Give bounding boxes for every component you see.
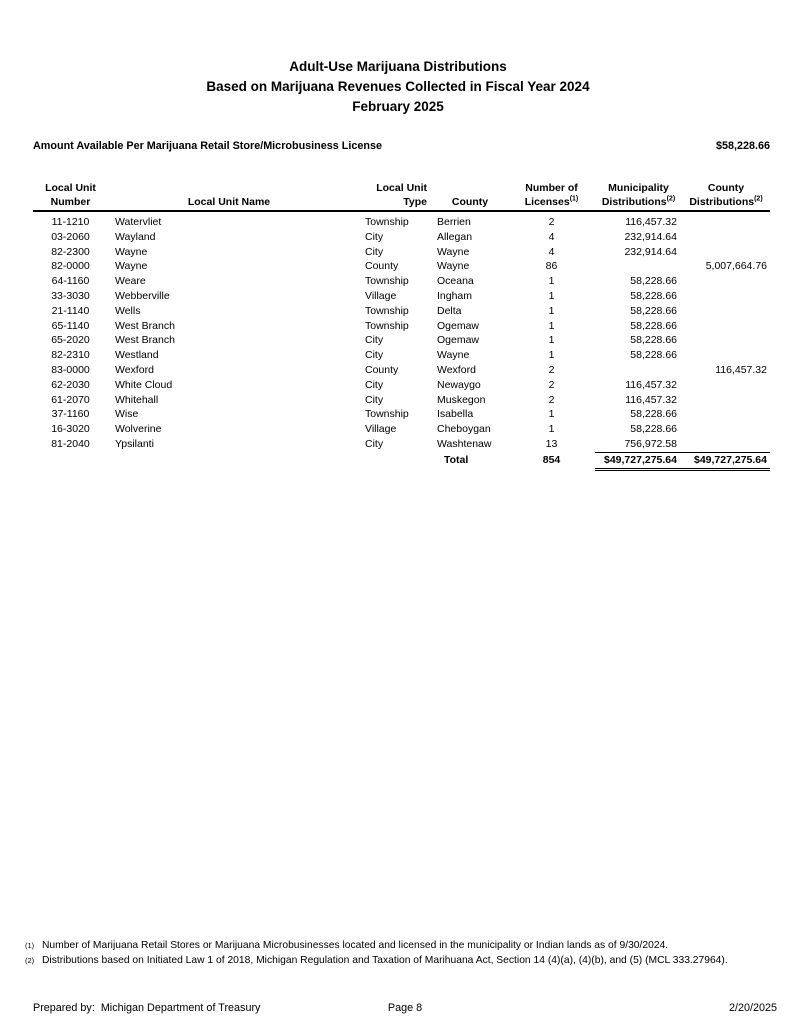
cell-local-unit-name: Wexford	[115, 363, 154, 376]
footer-prepared-by: Prepared by: Michigan Department of Treasury	[33, 1002, 261, 1014]
cell-local-unit-name: Wolverine	[115, 423, 162, 436]
cell-local-unit-name: West Branch	[115, 319, 175, 332]
cell-local-unit-number: 64-1160	[51, 275, 90, 288]
cell-municipality-distribution: 58,228.66	[630, 275, 677, 288]
cell-county: Wexford	[437, 363, 476, 376]
cell-county-distribution	[682, 348, 770, 363]
cell-local-unit-type: City	[365, 245, 384, 258]
footnote-1	[25, 939, 728, 954]
cell-county-distribution	[682, 230, 770, 245]
total-empty-cell	[108, 452, 350, 469]
cell-county: Newaygo	[437, 378, 481, 391]
cell-county: Muskegon	[437, 393, 486, 406]
cell-number-of-licenses: 2	[548, 393, 555, 406]
cell-local-unit-number: 65-2020	[51, 334, 90, 347]
report-title-line1: Adult-Use Marijuana Distributions	[289, 59, 507, 74]
table-header-row-2	[33, 195, 770, 211]
cell-local-unit-type: Township	[365, 319, 409, 332]
cell-number-of-licenses: 86	[545, 260, 558, 273]
footer-date: 2/20/2025	[728, 1002, 777, 1014]
table-body	[33, 211, 770, 452]
header-licenses	[508, 195, 595, 211]
page-footer	[33, 1001, 777, 1015]
cell-local-unit-type: County	[365, 260, 399, 273]
cell-municipality-distribution: 58,228.66	[630, 304, 677, 317]
header-local-unit-type-line1: Local Unit	[376, 182, 427, 194]
table-row	[33, 259, 770, 274]
table-row	[33, 407, 770, 422]
report-title	[0, 0, 796, 117]
cell-number-of-licenses: 1	[548, 349, 555, 362]
table-footer	[33, 452, 770, 469]
cell-local-unit-name: West Branch	[115, 334, 175, 347]
cell-local-unit-number: 11-1210	[51, 216, 90, 228]
table-row	[33, 289, 770, 304]
table-row	[33, 274, 770, 289]
cell-county: Ogemaw	[437, 334, 480, 347]
cell-local-unit-name: White Cloud	[115, 378, 173, 391]
cell-local-unit-number: 83-0000	[51, 363, 90, 376]
header-county-dist-line1: County	[707, 182, 745, 194]
cell-local-unit-number: 82-0000	[51, 260, 90, 273]
cell-county-distribution	[682, 274, 770, 289]
header-county-spacer	[432, 181, 508, 195]
cell-municipality-distribution: 58,228.66	[630, 408, 677, 421]
table-row	[33, 393, 770, 408]
cell-number-of-licenses: 4	[548, 230, 555, 243]
cell-municipality-distribution: 58,228.66	[630, 289, 677, 302]
header-county: County	[432, 195, 508, 211]
cell-county-distribution	[682, 211, 770, 230]
cell-municipality-distribution	[595, 363, 682, 378]
cell-number-of-licenses: 1	[548, 408, 555, 421]
cell-county-distribution: 116,457.32	[715, 363, 767, 376]
footnotes	[25, 939, 728, 968]
cell-municipality-distribution: 116,457.32	[625, 378, 677, 391]
table-header-row-1	[33, 181, 770, 195]
amount-available-row	[33, 139, 770, 153]
cell-county: Washtenaw	[437, 438, 492, 451]
table-row	[33, 378, 770, 393]
cell-county: Wayne	[437, 260, 470, 273]
table-row	[33, 437, 770, 452]
cell-local-unit-number: 82-2300	[51, 245, 90, 258]
cell-local-unit-number: 81-2040	[51, 438, 90, 451]
cell-local-unit-type: City	[365, 393, 384, 406]
cell-local-unit-number: 61-2070	[51, 393, 90, 406]
cell-local-unit-name: Ypsilanti	[115, 438, 154, 451]
cell-local-unit-name: Webberville	[115, 289, 170, 302]
cell-municipality-distribution: 58,228.66	[630, 349, 677, 362]
amount-available-label: Amount Available Per Marijuana Retail Store/Microbusiness License	[33, 140, 383, 152]
header-local-unit-number: Number	[33, 195, 108, 211]
table-row	[33, 363, 770, 378]
cell-municipality-distribution: 58,228.66	[630, 334, 677, 347]
cell-local-unit-number: 33-3030	[51, 289, 90, 302]
cell-number-of-licenses: 13	[545, 438, 558, 451]
total-empty-cell	[33, 452, 108, 469]
cell-municipality-distribution: 58,228.66	[630, 423, 677, 436]
cell-local-unit-name: Wise	[115, 408, 139, 421]
cell-county: Ogemaw	[437, 319, 480, 332]
cell-number-of-licenses: 1	[548, 334, 555, 347]
header-county-distributions	[682, 195, 770, 211]
cell-number-of-licenses: 2	[548, 363, 555, 376]
cell-county: Delta	[437, 304, 462, 317]
cell-local-unit-name: Westland	[115, 349, 159, 362]
cell-local-unit-type: County	[365, 363, 399, 376]
total-row	[33, 452, 770, 469]
cell-county-distribution	[682, 422, 770, 437]
cell-municipality-distribution: 116,457.32	[625, 216, 677, 228]
footnote-ref-1: (1)	[569, 195, 579, 203]
total-empty-cell	[350, 452, 432, 469]
cell-local-unit-type: Village	[365, 289, 397, 302]
cell-municipality-distribution: 756,972.58	[624, 437, 677, 450]
cell-county: Berrien	[437, 216, 471, 228]
cell-county-distribution: 5,007,664.76	[705, 260, 767, 273]
cell-county-distribution	[682, 393, 770, 408]
cell-number-of-licenses: 1	[548, 289, 555, 302]
footnote-ref-2: (2)	[754, 195, 763, 203]
header-local-unit-name-spacer	[108, 181, 350, 195]
cell-local-unit-name: Whitehall	[115, 393, 159, 406]
table-row	[33, 304, 770, 319]
header-local-unit-name: Local Unit Name	[108, 195, 350, 211]
cell-county: Wayne	[437, 349, 470, 362]
cell-local-unit-type: Township	[365, 408, 409, 421]
cell-local-unit-type: City	[365, 438, 384, 451]
cell-local-unit-type: Township	[365, 216, 409, 228]
cell-county: Allegan	[437, 230, 473, 243]
header-municipality-line1: Municipality	[608, 182, 669, 194]
table-row	[33, 348, 770, 363]
cell-local-unit-name: Watervliet	[115, 216, 162, 228]
cell-county: Ingham	[437, 289, 473, 302]
footnote-ref-2: (2)	[666, 195, 676, 203]
cell-number-of-licenses: 1	[548, 275, 555, 288]
header-licenses-line1: Number of	[525, 182, 578, 194]
cell-number-of-licenses: 2	[548, 378, 555, 391]
total-licenses: 854	[542, 454, 561, 467]
cell-number-of-licenses: 1	[548, 423, 555, 436]
cell-county: Isabella	[437, 408, 474, 421]
amount-available-value: $58,228.66	[715, 140, 770, 152]
cell-local-unit-type: City	[365, 230, 384, 243]
cell-municipality-distribution	[595, 259, 682, 274]
cell-county-distribution	[682, 245, 770, 260]
report-title-line2: Based on Marijuana Revenues Collected in Fiscal Year 2024	[206, 79, 590, 94]
cell-county: Oceana	[437, 275, 474, 288]
cell-municipality-distribution: 116,457.32	[625, 393, 677, 406]
header-local-unit-type: Type	[350, 195, 432, 211]
total-label: Total	[444, 454, 469, 467]
cell-local-unit-name: Wayland	[115, 230, 156, 243]
header-county-dist-text: Distributions	[689, 196, 755, 208]
cell-county-distribution	[682, 333, 770, 348]
cell-local-unit-number: 65-1140	[51, 319, 90, 332]
table-row	[33, 245, 770, 260]
footnote-1-marker: (1)	[25, 941, 35, 950]
cell-county-distribution	[682, 319, 770, 334]
header-municipality-distributions	[595, 195, 682, 211]
cell-municipality-distribution: 58,228.66	[630, 319, 677, 332]
footnote-2-marker: (2)	[25, 955, 35, 965]
total-county-distributions: $49,727,275.64	[682, 452, 770, 469]
cell-county: Wayne	[437, 245, 470, 258]
report-title-line3: February 2025	[352, 99, 444, 114]
footnote-2	[25, 954, 728, 969]
cell-local-unit-number: 62-2030	[51, 378, 90, 391]
cell-local-unit-name: Weare	[115, 275, 146, 288]
cell-local-unit-number: 82-2310	[51, 349, 90, 362]
cell-number-of-licenses: 1	[548, 319, 555, 332]
footer-page-number: Page 8	[387, 1002, 423, 1014]
cell-local-unit-number: 21-1140	[51, 304, 90, 317]
cell-county-distribution	[682, 304, 770, 319]
cell-number-of-licenses: 4	[548, 245, 555, 258]
cell-local-unit-name: Wayne	[115, 260, 148, 273]
footnote-2-text: Distributions based on Initiated Law 1 of 2018, Michigan Regulation and Taxation of Marihuana Act, Section 14 (4)(a), (4)(b), and (5) (MCL 333.27964).	[42, 954, 728, 966]
cell-local-unit-type: City	[365, 349, 384, 362]
footnote-1-text: Number of Marijuana Retail Stores or Marijuana Microbusinesses located and licensed in the municipality or Indian lands as of 9/30/2024.	[42, 940, 669, 951]
cell-local-unit-type: Township	[365, 304, 409, 317]
header-municipality-text: Distributions	[601, 196, 667, 208]
cell-local-unit-number: 16-3020	[51, 423, 90, 436]
cell-municipality-distribution: 232,914.64	[624, 230, 677, 243]
cell-municipality-distribution: 232,914.64	[624, 245, 677, 258]
cell-local-unit-type: Village	[365, 423, 397, 436]
cell-local-unit-type: City	[365, 334, 384, 347]
table-row	[33, 422, 770, 437]
table-row	[33, 230, 770, 245]
cell-local-unit-type: City	[365, 378, 384, 391]
header-local-unit-number-line1: Local Unit	[45, 182, 96, 194]
cell-local-unit-number: 37-1160	[51, 408, 90, 421]
cell-county-distribution	[682, 437, 770, 452]
table-row	[33, 211, 770, 230]
table-row	[33, 319, 770, 334]
table-row	[33, 333, 770, 348]
header-licenses-text: Licenses	[524, 196, 570, 208]
table-header	[33, 181, 770, 211]
cell-county-distribution	[682, 378, 770, 393]
cell-county-distribution	[682, 407, 770, 422]
cell-local-unit-name: Wayne	[115, 245, 148, 258]
cell-number-of-licenses: 2	[548, 216, 555, 228]
cell-county: Cheboygan	[437, 423, 491, 436]
cell-county-distribution	[682, 289, 770, 304]
cell-number-of-licenses: 1	[548, 304, 555, 317]
total-municipality-distributions: $49,727,275.64	[595, 452, 682, 469]
cell-local-unit-type: Township	[365, 275, 409, 288]
cell-local-unit-name: Wells	[115, 304, 141, 317]
cell-local-unit-number: 03-2060	[51, 230, 90, 243]
distributions-table	[33, 181, 770, 471]
